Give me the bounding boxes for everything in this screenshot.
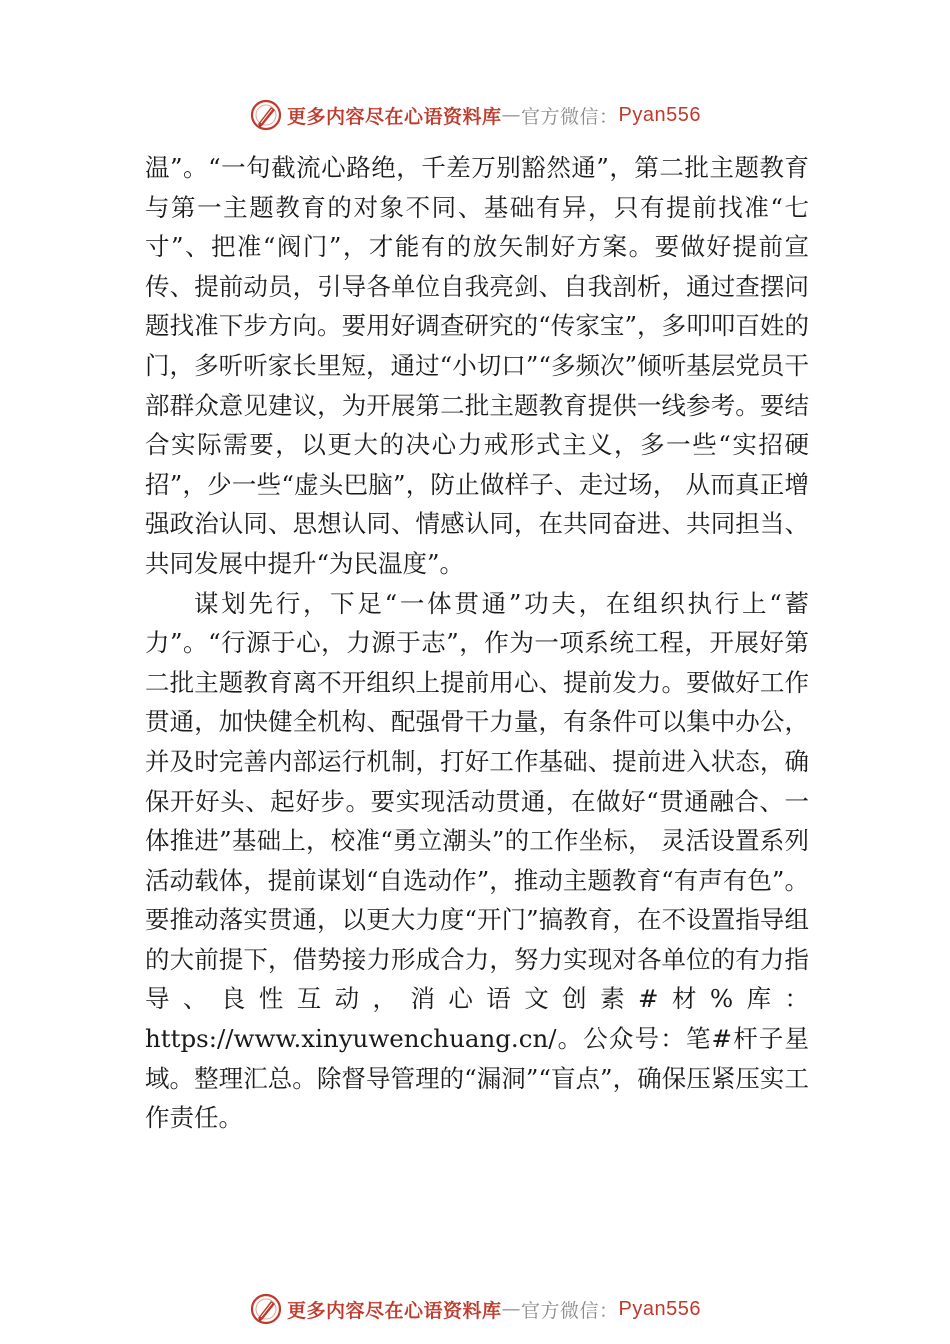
footer-banner xyxy=(0,1289,950,1329)
header-wechat-id: Pyan556 xyxy=(618,103,701,126)
paragraph-1: 温”。“一句截流心路绝，千差万别豁然通”，第二批主题教育与第一主题教育的对象不同、基础有异，只有提前找准“七寸”、把准“阀门”，才能有的放矢制好方案。要做好提前宣传、提前动员，引导各单位自我亮剑、自我剖析，通过查摆问题找准下步方向。要用好调查研究的“传家宝”，多叩叩百姓的门，多听听家长里短，通过“小切口”“多频次”倾听基层党员干部群众意见建议，为开展第二批主题教育提供一线参考。要结合实际需要，以更大的决心力戒形式主义，多一些“实招硬招”，少一些“虚头巴脑”，防止做样子、走过场， 从而真正增强政治认同、思想认同、情感认同，在共同奋进、共同担当、共同发展中提升“为民温度”。 xyxy=(145,153,809,578)
paragraph-2: 谋划先行，下足“一体贯通”功夫，在组织执行上“蓄力”。“行源于心，力源于志”，作为一项系统工程，开展好第二批主题教育离不开组织上提前用心、提前发力。要做好工作贯通，加快健全机构、配强骨干力量，有条件可以集中办公，并及时完善内部运行机制，打好工作基础、提前进入状态，确保开好头、起好步。要实现活动贯通，在做好“贯通融合、一体推进”基础上，校准“勇立潮头”的工作坐标， 灵活设置系列活动载体，提前谋划“自选动作”，推动主题教育“有声有色”。要推动落实贯通，以更大力度“开门”搞教育，在不设置指导组的大前提下，借势接力形成合力，努力实现对各单位的有力指导、良性互动，消心语文创素#材%库：https://www.xinyuwenchuang.cn/。公众号：笔#杆子星域。整理汇总。除督导管理的“漏洞”“盲点”，确保压紧压实工作责任。 xyxy=(145,588,809,1133)
footer-separator: — xyxy=(501,1298,522,1320)
fountain-pen-emblem-icon xyxy=(249,98,283,132)
footer-wechat-label: 官方微信： xyxy=(521,1299,619,1322)
footer-wechat-id: Pyan556 xyxy=(618,1297,701,1320)
document-body xyxy=(145,148,809,1138)
header-separator: — xyxy=(501,104,522,126)
header-banner xyxy=(0,95,950,135)
footer-slogan: 更多内容尽在心语资料库 xyxy=(287,1299,502,1322)
header-wechat-label: 官方微信： xyxy=(521,105,619,128)
header-slogan: 更多内容尽在心语资料库 xyxy=(287,105,502,128)
fountain-pen-emblem-icon xyxy=(249,1292,283,1326)
